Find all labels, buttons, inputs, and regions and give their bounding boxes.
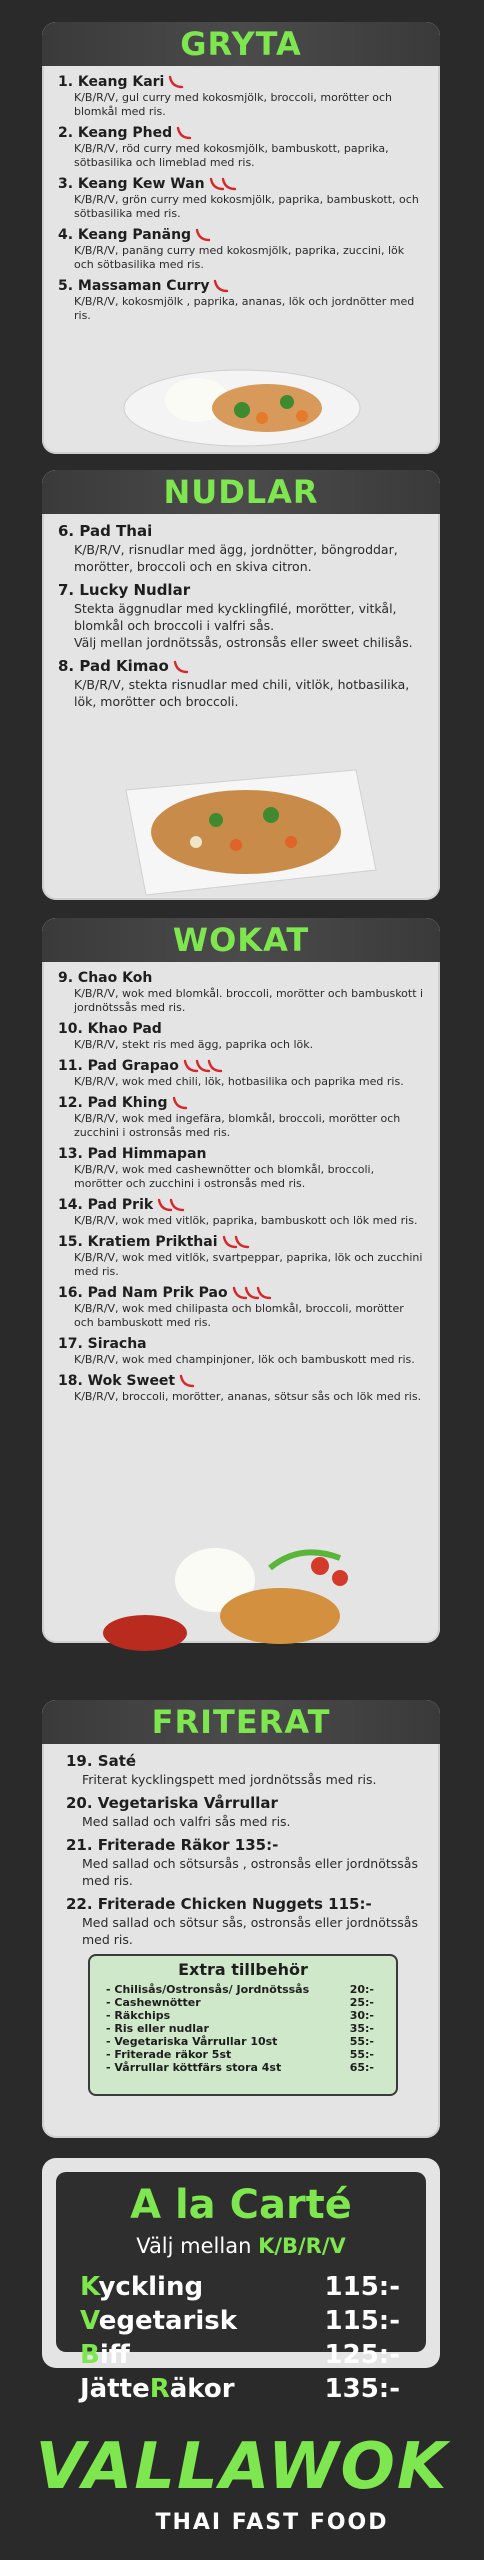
menu-item-description: K/B/R/V, risnudlar med ägg, jordnötter, böngroddar, morötter, broccoli och en skiva citron.: [74, 542, 398, 574]
alacarte-row: [80, 2272, 400, 2302]
menu-item-description: K/B/R/V, wok med chili, lök, hotbasilika och paprika med ris.: [74, 1075, 404, 1088]
menu-item: [58, 1336, 424, 1367]
alacarte-protein-rest: äkor: [169, 2374, 235, 2404]
alacarte-protein-prefix: Jätte: [80, 2374, 150, 2404]
gryta-title: GRYTA: [42, 22, 440, 66]
menu-item-title: 2. Keang Phed: [58, 125, 173, 141]
extra-price: 55:-: [349, 2035, 374, 2048]
menu-item-name: [58, 1336, 424, 1353]
brand-tagline: THAI FAST FOOD: [155, 2510, 389, 2535]
menu-item-name: [58, 1058, 424, 1075]
menu-item: [58, 581, 424, 651]
menu-item-description: K/B/R/V, grön curry med kokosmjölk, paprika, bambuskott, och sötbasilika med ris.: [74, 193, 419, 220]
extra-row: [90, 2009, 396, 2022]
menu-item-description: K/B/R/V, wok med vitlök, svartpeppar, paprika, lök och zucchini med ris.: [74, 1251, 423, 1278]
menu-item-description: K/B/R/V, röd curry med kokosmjölk, bambuskott, paprika, sötbasilika och limeblad med ris.: [74, 142, 389, 169]
menu-item-name: [58, 1197, 424, 1214]
menu-item-title: 19. Saté: [66, 1752, 137, 1770]
alacarte-protein-initial: K: [80, 2272, 99, 2302]
menu-item: [58, 1373, 424, 1404]
menu-item-title: 20. Vegetariska Vårrullar: [66, 1794, 278, 1812]
alacarte-protein-rest: iff: [99, 2340, 130, 2370]
alacarte-subtitle: [42, 2234, 440, 2258]
menu-item-name: [58, 1021, 424, 1038]
alacarte-protein-initial: B: [80, 2340, 100, 2370]
nudlar-title: NUDLAR: [42, 470, 440, 514]
gryta-items: [42, 66, 440, 323]
menu-item: [58, 522, 424, 575]
menu-item-description: Med sallad och sötsursås , ostronsås eller jordnötssås med ris.: [82, 1856, 418, 1888]
menu-item: [58, 1234, 424, 1279]
extra-label: - Cashewnötter: [106, 1996, 201, 2009]
alacarte-subtitle-codes: K/B/R/V: [258, 2234, 346, 2258]
menu-item: [66, 1752, 424, 1788]
extra-label: - Räkchips: [106, 2009, 171, 2022]
menu-item: [66, 1836, 424, 1889]
menu-item-title: 11. Pad Grapao: [58, 1058, 179, 1074]
menu-item-name: [58, 1234, 424, 1251]
gryta-food-plate-image: [122, 360, 362, 454]
extra-row: [90, 2061, 396, 2074]
menu-item-title: 18. Wok Sweet: [58, 1373, 176, 1389]
wokat-food-plate-image: [100, 1538, 380, 1657]
extra-label: - Friterade räkor 5st: [106, 2048, 232, 2061]
menu-item-description: K/B/R/V, wok med ingefära, blomkål, broccoli, morötter och zucchini i ostronsås med ris.: [74, 1112, 401, 1139]
menu-item: [58, 657, 424, 710]
menu-item-description: K/B/R/V, wok med vitlök, paprika, bambuskott och lök med ris.: [74, 1214, 418, 1227]
menu-item-description: K/B/R/V, stekt ris med ägg, paprika och lök.: [74, 1038, 314, 1051]
menu-item-title: 7. Lucky Nudlar: [58, 581, 191, 599]
chili-icon: [209, 177, 243, 191]
alacarte-price: 135:-: [324, 2374, 400, 2404]
chili-icon: [173, 660, 195, 674]
wokat-items: [42, 962, 440, 1404]
menu-item-name: [58, 278, 424, 295]
menu-item: [58, 970, 424, 1015]
menu-item-title: 12. Pad Khing: [58, 1095, 168, 1111]
menu-item-title: 16. Pad Nam Prik Pao: [58, 1285, 228, 1301]
chili-icon: [232, 1286, 278, 1300]
alacarte-subtitle-prefix: Välj mellan: [136, 2234, 252, 2258]
friterat-items: [42, 1744, 440, 1948]
extra-price: 20:-: [349, 1983, 374, 1996]
nudlar-food-plate-image: [106, 760, 386, 904]
menu-item-name: [58, 74, 424, 91]
alacarte-row: [80, 2340, 400, 2370]
menu-item-title: 15. Kratiem Prikthai: [58, 1234, 218, 1250]
extra-row: [90, 2035, 396, 2048]
alacarte-protein-initial: V: [80, 2306, 99, 2336]
menu-item-description: K/B/R/V, broccoli, morötter, ananas, sötsur sås och lök med ris.: [74, 1390, 422, 1403]
menu-item-description: K/B/R/V, wok med blomkål. broccoli, morötter och bambuskott i jordnötssås med ris.: [74, 987, 424, 1014]
menu-item: [58, 74, 424, 119]
menu-item: [58, 1285, 424, 1330]
extra-price: 55:-: [349, 2048, 374, 2061]
alacarte-protein: [80, 2306, 237, 2336]
chili-icon: [176, 126, 198, 140]
menu-item-name: [58, 657, 424, 676]
menu-item-name: [58, 176, 424, 193]
menu-item-description: K/B/R/V, gul curry med kokosmjölk, broccoli, morötter och blomkål med ris.: [74, 91, 392, 118]
menu-item-title: 6. Pad Thai: [58, 522, 153, 540]
alacarte-price: 115:-: [324, 2306, 400, 2336]
extra-title: Extra tillbehör: [178, 1960, 308, 1979]
menu-item-description: Med sallad och sötsur sås, ostronsås eller jordnötssås med ris.: [82, 1915, 418, 1947]
extra-price: 25:-: [349, 1996, 374, 2009]
alacarte-protein-initial: R: [149, 2374, 170, 2404]
friterat-title: FRITERAT: [42, 1700, 440, 1744]
alacarte-protein: [80, 2272, 203, 2302]
extra-price: 35:-: [349, 2022, 374, 2035]
nudlar-items: [42, 514, 440, 710]
menu-item-name: [58, 970, 424, 987]
menu-item-name: [58, 522, 424, 541]
menu-item-description: K/B/R/V, wok med chilipasta och blomkål, broccoli, morötter och bambuskott med ris.: [74, 1302, 404, 1329]
menu-item-description: K/B/R/V, panäng curry med kokosmjölk, paprika, zuccini, lök och sötbasilika med ris.: [74, 244, 405, 271]
menu-item-name: [58, 581, 424, 600]
menu-item: [66, 1794, 424, 1830]
alacarte-row: [80, 2374, 400, 2404]
menu-item-title: 14. Pad Prik: [58, 1197, 154, 1213]
extra-label: - Vegetariska Vårrullar 10st: [106, 2035, 278, 2048]
menu-item-name: [58, 1095, 424, 1112]
menu-item: [58, 1058, 424, 1089]
chili-icon: [179, 1374, 201, 1388]
extra-label: - Vårrullar köttfärs stora 4st: [106, 2061, 282, 2074]
menu-item-description: Friterat kycklingspett med jordnötssås med ris.: [82, 1772, 377, 1787]
menu-item-title: 8. Pad Kimao: [58, 657, 169, 675]
alacarte-protein-rest: egetarisk: [98, 2306, 238, 2336]
extra-label: - Chilisås/Ostronsås/ Jordnötssås: [106, 1983, 310, 1996]
menu-item: [66, 1895, 424, 1948]
menu-item-name: [66, 1895, 424, 1914]
menu-item-description: K/B/R/V, kokosmjölk , paprika, ananas, lök och jordnötter med ris.: [74, 295, 415, 322]
extra-row: [90, 1983, 396, 1996]
alacarte-title: A la Carté: [130, 2182, 352, 2228]
menu-item-description: Med sallad och valfri sås med ris.: [82, 1814, 291, 1829]
chili-icon: [213, 279, 235, 293]
extra-price: 65:-: [349, 2061, 374, 2074]
alacarte-protein: [80, 2374, 235, 2404]
alacarte-price: 115:-: [324, 2272, 400, 2302]
menu-item: [58, 227, 424, 272]
extra-tillbehor-box: [88, 1954, 398, 2096]
menu-item-description: Stekta äggnudlar med kycklingfilé, morötter, vitkål, blomkål och broccoli i valfri sås.: [74, 601, 397, 633]
menu-item-title: 22. Friterade Chicken Nuggets 115:-: [66, 1895, 372, 1913]
menu-item-title: 17. Siracha: [58, 1336, 147, 1352]
alacarte-price: 125:-: [324, 2340, 400, 2370]
alacarte-row: [80, 2306, 400, 2336]
menu-item-title: 3. Keang Kew Wan: [58, 176, 205, 192]
chili-icon: [195, 228, 217, 242]
menu-item-name: [66, 1752, 424, 1771]
extra-price: 30:-: [349, 2009, 374, 2022]
chili-icon: [172, 1096, 194, 1110]
brand-logo: VALLAWOK: [35, 2430, 449, 2504]
menu-item-title: 10. Khao Pad: [58, 1021, 162, 1037]
extra-row: [90, 2022, 396, 2035]
menu-item-name: [58, 1373, 424, 1390]
menu-item-description: K/B/R/V, stekta risnudlar med chili, vitlök, hotbasilika, lök, morötter och broccoli.: [74, 677, 410, 709]
extra-label: - Ris eller nudlar: [106, 2022, 209, 2035]
chili-icon: [183, 1059, 229, 1073]
menu-item-name: [66, 1794, 424, 1813]
extra-rows: [90, 1983, 396, 2074]
menu-item-title: 5. Massaman Curry: [58, 278, 210, 294]
menu-item-name: [58, 125, 424, 142]
extra-row: [90, 2048, 396, 2061]
menu-item-name: [58, 1285, 424, 1302]
menu-item-description-extra: Välj mellan jordnötssås, ostronsås eller sweet chilisås.: [74, 635, 413, 650]
menu-item-title: 1. Keang Kari: [58, 74, 165, 90]
menu-item: [58, 125, 424, 170]
extra-row: [90, 1996, 396, 2009]
menu-item-description: K/B/R/V, wok med cashewnötter och blomkål, broccoli, morötter och zucchini i ostronsås med ris.: [74, 1163, 375, 1190]
menu-item-title: 13. Pad Himmapan: [58, 1146, 207, 1162]
alacarte-protein: [80, 2340, 130, 2370]
chili-icon: [157, 1198, 191, 1212]
menu-item: [58, 176, 424, 221]
menu-item-title: 21. Friterade Räkor 135:-: [66, 1836, 279, 1854]
menu-item-title: 9. Chao Koh: [58, 970, 153, 986]
menu-item: [58, 1197, 424, 1228]
menu-item-title: 4. Keang Panäng: [58, 227, 192, 243]
wokat-card: [42, 918, 440, 1643]
chili-icon: [168, 75, 190, 89]
menu-item: [58, 278, 424, 323]
alacarte-protein-rest: yckling: [98, 2272, 204, 2302]
menu-item: [58, 1095, 424, 1140]
menu-item-name: [66, 1836, 424, 1855]
wokat-title: WOKAT: [42, 918, 440, 962]
chili-icon: [222, 1235, 256, 1249]
menu-item-name: [58, 1146, 424, 1163]
menu-item-name: [58, 227, 424, 244]
menu-item-description: K/B/R/V, wok med champinjoner, lök och bambuskott med ris.: [74, 1353, 415, 1366]
menu-item: [58, 1021, 424, 1052]
menu-item: [58, 1146, 424, 1191]
